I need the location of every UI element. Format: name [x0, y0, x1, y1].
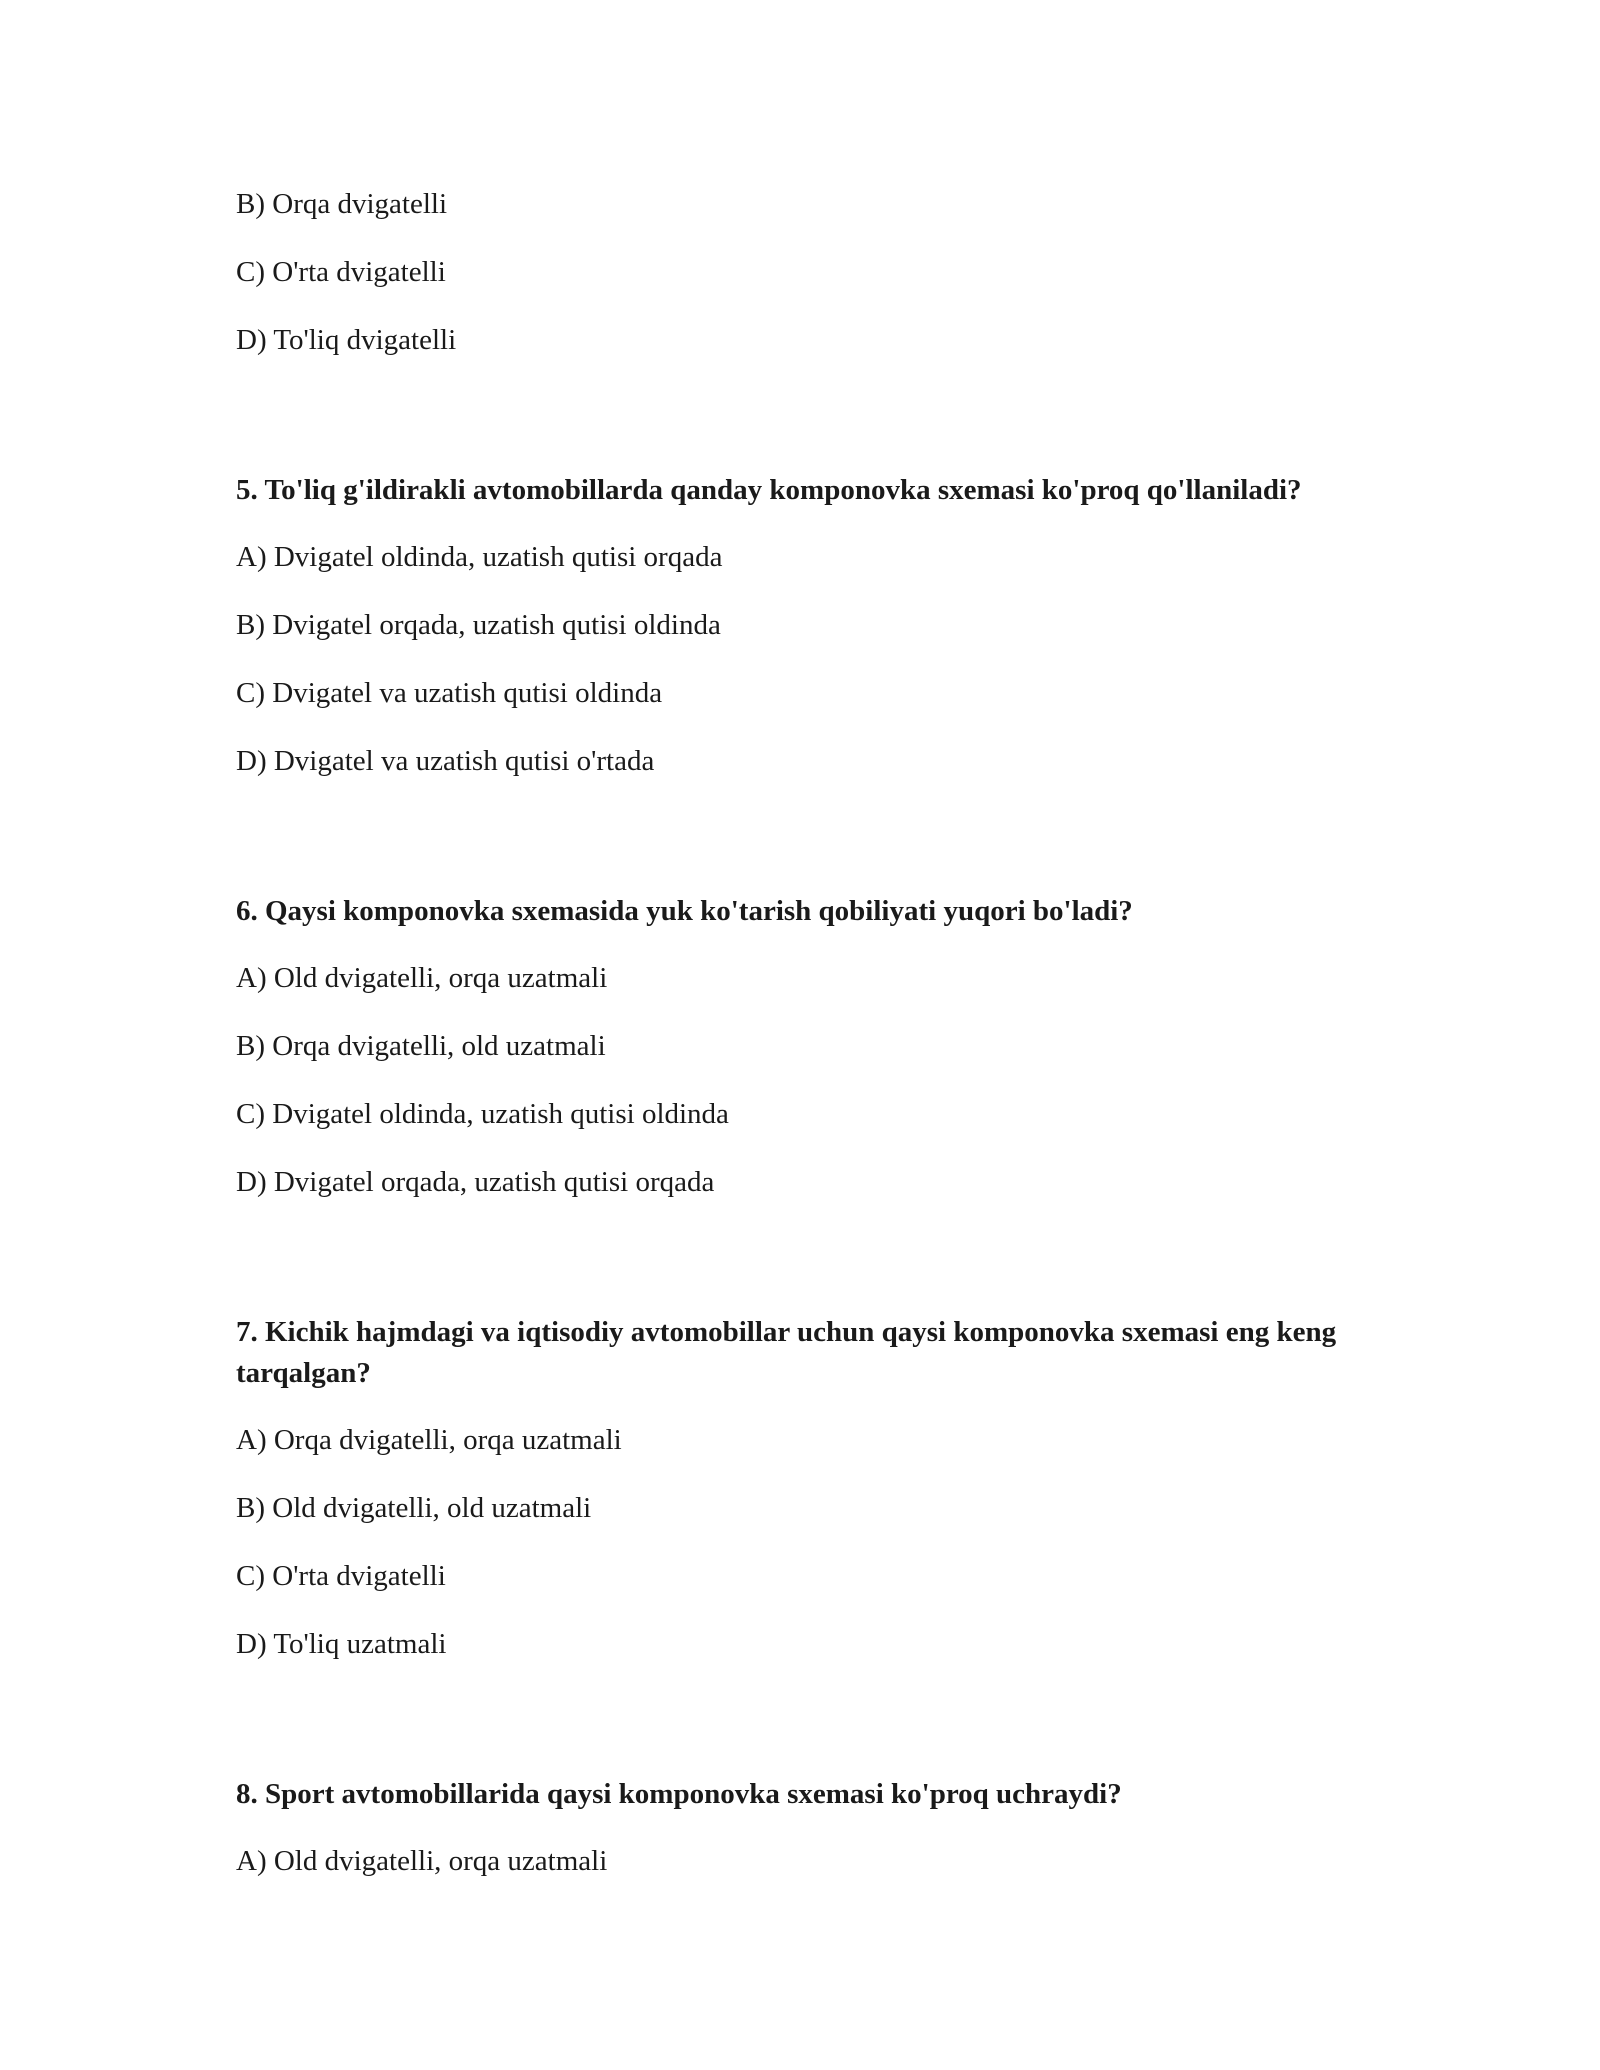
- answer-option: A) Old dvigatelli, orqa uzatmali: [236, 1845, 608, 1877]
- question-text: 7. Kichik hajmdagi va iqtisodiy avtomobillar uchun qaysi komponovka sxemasi eng keng tarqalgan?: [236, 1316, 1337, 1389]
- answer-option: A) Dvigatel oldinda, uzatish qutisi orqada: [236, 541, 723, 573]
- question-block-8: [236, 1774, 1376, 1881]
- question-block-6: [236, 891, 1376, 1202]
- question-block-5: [236, 470, 1376, 781]
- answer-option: C) Dvigatel va uzatish qutisi oldinda: [236, 677, 663, 709]
- question-text: 8. Sport avtomobillarida qaysi komponovka sxemasi ko'proq uchraydi?: [236, 1778, 1122, 1810]
- answer-option: C) O'rta dvigatelli: [236, 1560, 446, 1592]
- answer-option: A) Old dvigatelli, orqa uzatmali: [236, 962, 608, 994]
- answer-option: D) To'liq uzatmali: [236, 1628, 447, 1660]
- question-block-7: [236, 1312, 1376, 1664]
- answer-option: D) Dvigatel va uzatish qutisi o'rtada: [236, 745, 655, 777]
- answer-option: B) Orqa dvigatelli, old uzatmali: [236, 1030, 606, 1062]
- answer-option: B) Orqa dvigatelli: [236, 188, 448, 220]
- answer-option: C) O'rta dvigatelli: [236, 256, 446, 288]
- answer-option: B) Old dvigatelli, old uzatmali: [236, 1492, 592, 1524]
- spacer: [236, 388, 1376, 470]
- answer-option: D) Dvigatel orqada, uzatish qutisi orqada: [236, 1166, 715, 1198]
- answer-option: C) Dvigatel oldinda, uzatish qutisi oldinda: [236, 1098, 729, 1130]
- answer-option: D) To'liq dvigatelli: [236, 324, 457, 356]
- spacer: [236, 1230, 1376, 1312]
- document-page: [236, 184, 1376, 1909]
- question-text: 6. Qaysi komponovka sxemasida yuk ko'tarish qobiliyati yuqori bo'ladi?: [236, 895, 1133, 927]
- answer-option: A) Orqa dvigatelli, orqa uzatmali: [236, 1424, 622, 1456]
- question-text: 5. To'liq g'ildirakli avtomobillarda qanday komponovka sxemasi ko'proq qo'llaniladi?: [236, 474, 1302, 506]
- answer-option: B) Dvigatel orqada, uzatish qutisi oldinda: [236, 609, 721, 641]
- spacer: [236, 1692, 1376, 1774]
- continued-question-block: [236, 184, 1376, 360]
- spacer: [236, 809, 1376, 891]
